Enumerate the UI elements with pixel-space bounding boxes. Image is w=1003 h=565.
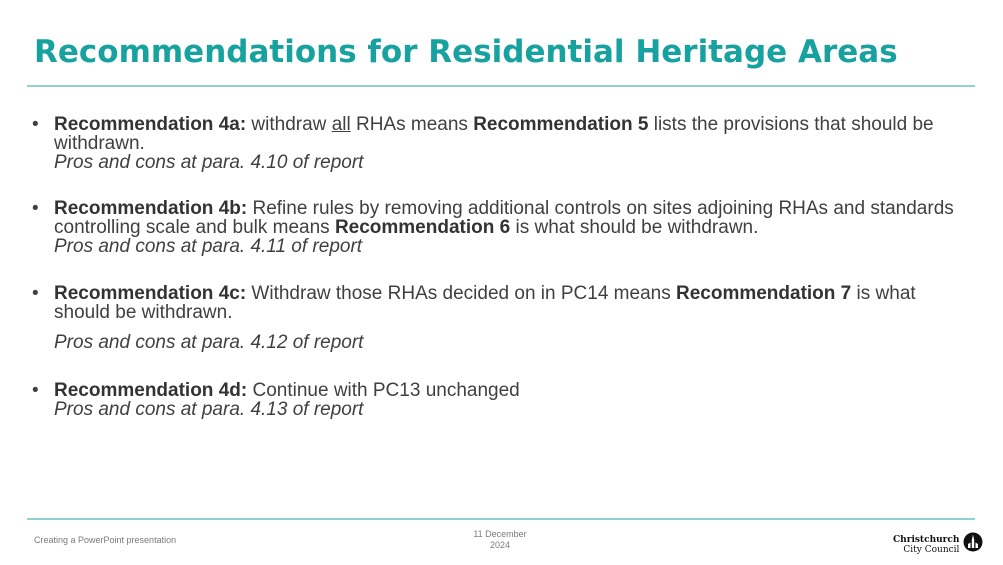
bullet-dot: • [32, 380, 39, 401]
list-item-recommendation-4c [30, 284, 975, 352]
recommendation-text: Refine rules by removing additional controls on sites adjoining RHAs and standards controlling scale and bulk means [54, 198, 954, 238]
logo-wordmark [893, 535, 959, 555]
recommendation-text: withdraw [246, 114, 332, 135]
recommendation-text: Continue with PC13 unchanged [247, 380, 520, 401]
recommendation-label: Recommendation 4d: [54, 380, 248, 401]
bullet-dot: • [32, 283, 39, 304]
pros-cons-note: Pros and cons at para. 4.13 of report [54, 399, 364, 420]
cathedral-icon [963, 532, 983, 557]
pros-cons-note: Pros and cons at para. 4.11 of report [54, 236, 363, 257]
recommendation-reference: Recommendation 5 [473, 114, 649, 135]
emphasis-underlined: all [331, 114, 351, 135]
recommendation-text: Withdraw those RHAs decided on in PC14 means [246, 283, 676, 304]
list-item-recommendation-4a [30, 115, 975, 172]
footer-date-line: 2024 [489, 540, 511, 550]
recommendation-text: is what should be withdrawn. [510, 217, 759, 238]
list-item-recommendation-4d [30, 381, 975, 419]
list-item-recommendation-4b [30, 199, 975, 256]
logo-line: City Council [903, 544, 960, 555]
recommendation-reference: Recommendation 6 [334, 217, 511, 238]
pros-cons-note: Pros and cons at para. 4.12 of report [54, 332, 364, 353]
recommendation-text: RHAs means [350, 114, 474, 135]
recommendation-list [30, 115, 975, 419]
logo-line: Christchurch [893, 534, 960, 545]
footer-date-line: 11 December [473, 529, 527, 539]
recommendation-reference: Recommendation 7 [675, 283, 852, 304]
council-logo [893, 532, 983, 557]
pros-cons-note: Pros and cons at para. 4.10 of report [54, 152, 364, 173]
recommendation-text: is what should be withdrawn. [54, 283, 916, 323]
recommendation-text: lists the provisions that should be withdrawn. [54, 114, 934, 154]
bullet-dot: • [32, 198, 39, 219]
recommendation-label: Recommendation 4b: [54, 198, 248, 219]
recommendation-label: Recommendation 4a: [54, 114, 247, 135]
slide-title: Recommendations for Residential Heritage Areas [34, 34, 898, 70]
title-divider [27, 85, 975, 87]
recommendation-label: Recommendation 4c: [54, 283, 247, 304]
footer-date [470, 529, 530, 551]
footer-divider [27, 518, 975, 520]
footer-text: Creating a PowerPoint presentation [34, 535, 177, 545]
bullet-dot: • [32, 114, 39, 135]
